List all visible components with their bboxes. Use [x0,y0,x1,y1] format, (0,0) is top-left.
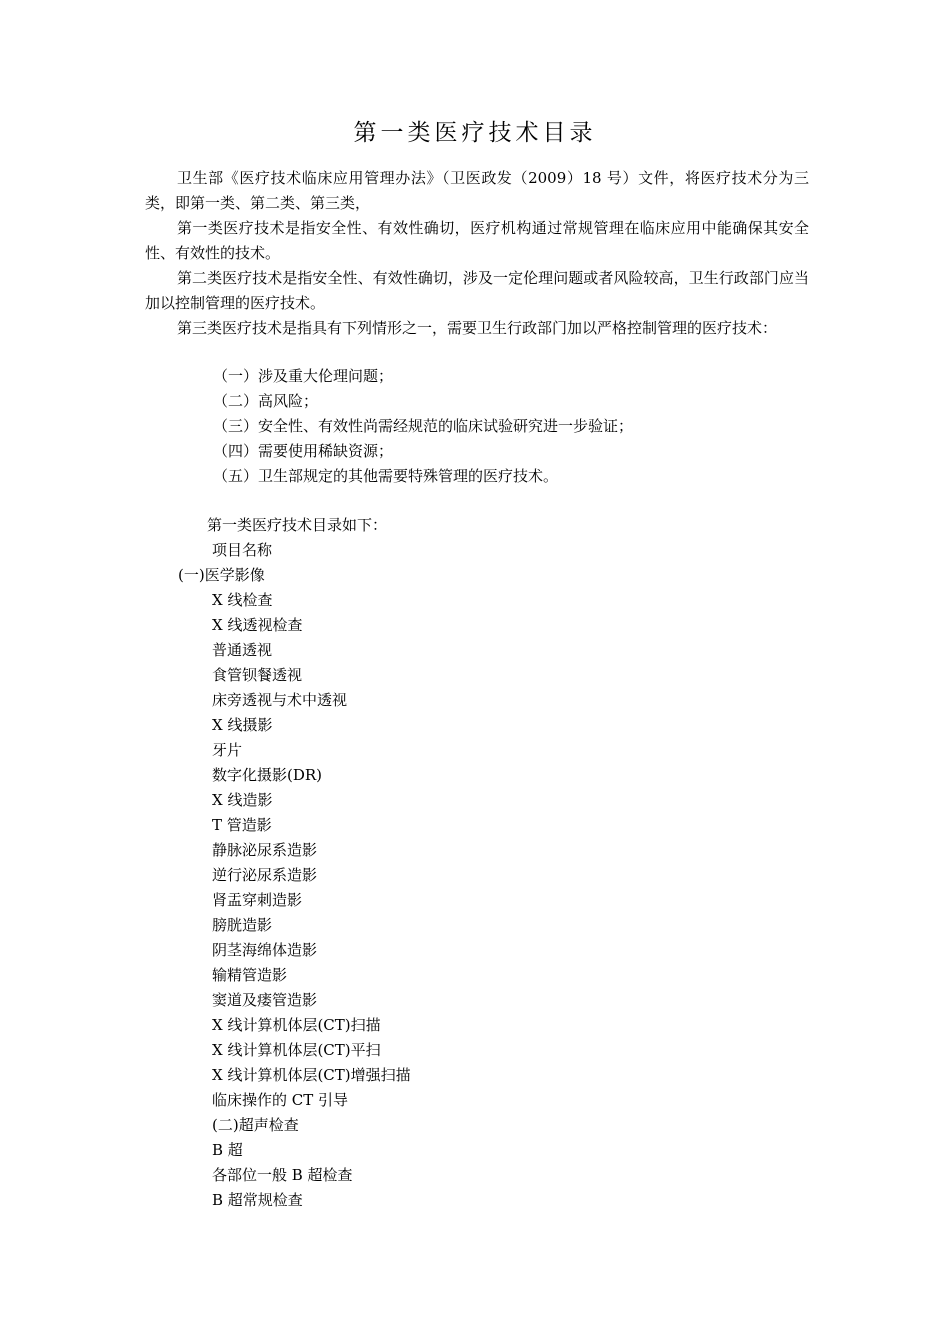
document-title: 第一类医疗技术目录 [353,120,597,146]
condition-list [213,364,633,489]
catalog-item: 临床操作的 CT 引导 [212,1091,349,1109]
catalog-item: 各部位一般 B 超检查 [212,1166,353,1184]
catalog-item: 逆行泌尿系造影 [212,866,318,884]
condition-item: （三）安全性、有效性尚需经规范的临床试验研究进一步验证； [213,417,634,435]
condition-item: （五）卫生部规定的其他需要特殊管理的医疗技术。 [213,467,559,485]
condition-item: （二）高风险； [213,392,319,410]
catalog-item: 输精管造影 [212,966,288,984]
intro-paragraph: 第一类医疗技术是指安全性、有效性确切，医疗机构通过常规管理在临床应用中能确保其安全性、有效性的技术。 [145,219,809,262]
condition-item: （四）需要使用稀缺资源； [213,442,394,460]
catalog-item: 阴茎海绵体造影 [212,941,318,959]
catalog-item: B 超常规检查 [212,1191,303,1209]
catalog-item: 牙片 [212,741,243,759]
catalog-item: X 线摄影 [212,716,273,734]
section-heading: (二)超声检查 [212,1116,299,1134]
catalog-item: 食管钡餐透视 [212,666,303,684]
intro-paragraph: 卫生部《医疗技术临床应用管理办法》（卫医政发（2009）18 号）文件，将医疗技术分为三类，即第一类、第二类、第三类， [145,169,809,212]
catalog-item: 肾盂穿刺造影 [212,891,303,909]
intro-paragraphs [145,166,809,341]
intro-paragraph: 第三类医疗技术是指具有下列情形之一，需要卫生行政部门加以严格控制管理的医疗技术： [177,319,778,337]
catalog-item: 数字化摄影(DR) [212,766,323,784]
column-header: 项目名称 [212,541,273,559]
catalog-item: X 线检查 [212,591,273,609]
catalog-item: 膀胱造影 [212,916,273,934]
catalog-item: 床旁透视与术中透视 [212,691,348,709]
catalog-item: X 线计算机体层(CT)平扫 [212,1041,381,1059]
catalog-item: T 管造影 [212,816,272,834]
catalog-item: 窦道及瘘管造影 [212,991,318,1009]
catalog-item: X 线造影 [212,791,273,809]
catalog-item: B 超 [212,1141,243,1159]
catalog-item: X 线计算机体层(CT)增强扫描 [212,1066,411,1084]
condition-item: （一）涉及重大伦理问题； [213,367,394,385]
catalog-item: 静脉泌尿系造影 [212,841,318,859]
catalog-intro: 第一类医疗技术目录如下： [207,516,388,534]
catalog-item: 普通透视 [212,641,273,659]
section-heading: (一)医学影像 [178,566,265,584]
intro-paragraph: 第二类医疗技术是指安全性、有效性确切，涉及一定伦理问题或者风险较高，卫生行政部门应当加以控制管理的医疗技术。 [145,269,809,312]
catalog-item: X 线计算机体层(CT)扫描 [212,1016,381,1034]
catalog-item: X 线透视检查 [212,616,303,634]
